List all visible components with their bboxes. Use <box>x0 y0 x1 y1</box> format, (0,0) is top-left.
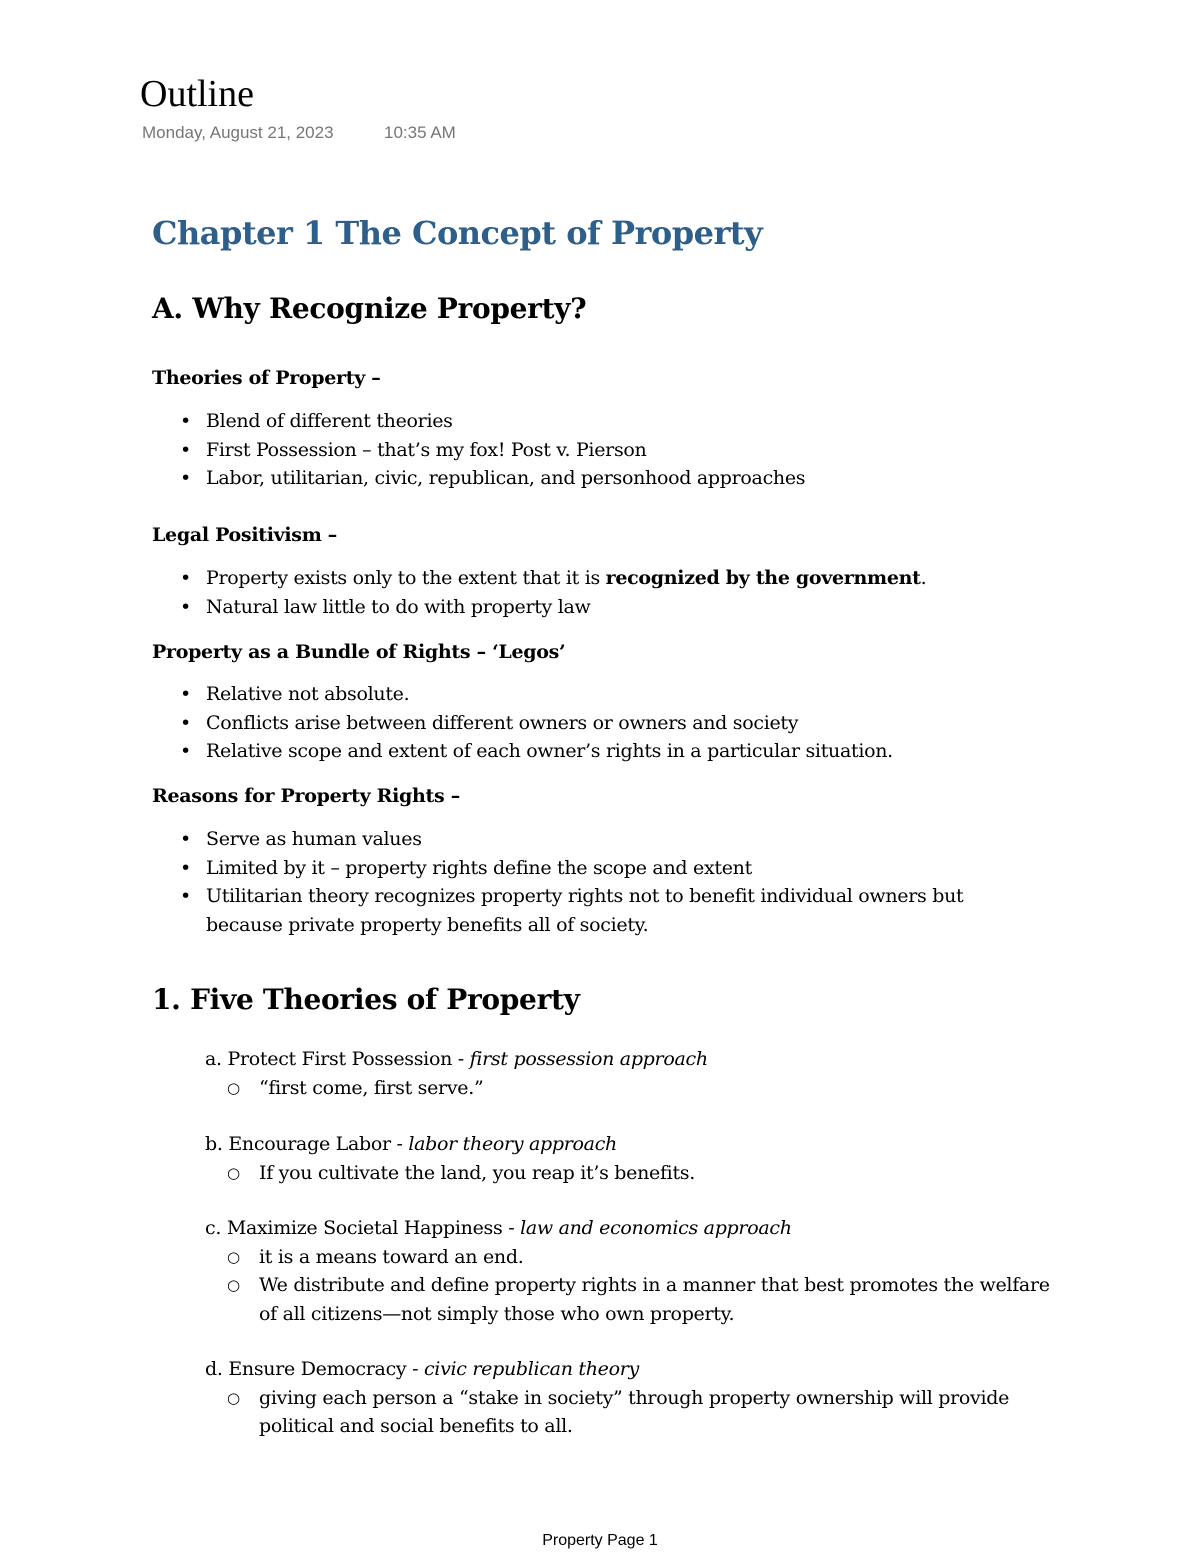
list-item: ○ If you cultivate the land, you reap it’s benefits. <box>205 1159 1055 1188</box>
positivism-label: Legal Positivism – <box>152 524 338 546</box>
page-date: Monday, August 21, 2023 <box>142 123 334 142</box>
theory-points <box>205 1243 1055 1329</box>
theory-approach: law and economics approach <box>520 1217 792 1239</box>
list-item: • Conflicts arise between different owners or owners and society <box>152 709 1032 738</box>
theory-approach: civic republican theory <box>423 1358 639 1380</box>
list-item: • Relative scope and extent of each owner’s rights in a particular situation. <box>152 737 1032 766</box>
positivism-list <box>152 564 1032 621</box>
theory-approach: labor theory approach <box>408 1133 617 1155</box>
theory-heading <box>205 1130 1055 1159</box>
section-1-heading: 1. Five Theories of Property <box>152 983 580 1016</box>
list-item: • Utilitarian theory recognizes property rights not to benefit individual owners but because private property benefits all of society. <box>152 882 1032 939</box>
theory-b <box>205 1130 1055 1187</box>
list-item: • Serve as human values <box>152 825 1032 854</box>
section-a-heading: A. Why Recognize Property? <box>152 292 587 325</box>
chapter-heading: Chapter 1 The Concept of Property <box>152 214 763 252</box>
list-item: • Labor, utilitarian, civic, republican, and personhood approaches <box>152 464 1032 493</box>
theory-heading <box>205 1045 1055 1074</box>
theories-list <box>152 407 1032 493</box>
theory-points <box>205 1074 1055 1103</box>
theory-d <box>205 1355 1055 1441</box>
theory-points <box>205 1159 1055 1188</box>
list-item: • First Possession – that’s my fox! Post v. Pierson <box>152 436 1032 465</box>
theory-label: d. Ensure Democracy - <box>205 1358 424 1380</box>
theory-heading <box>205 1214 1055 1243</box>
bundle-list <box>152 680 1032 766</box>
theory-c <box>205 1214 1055 1328</box>
bundle-label: Property as a Bundle of Rights – ‘Legos’ <box>152 641 566 663</box>
theory-points <box>205 1384 1055 1441</box>
emphasis-text: recognized by the government <box>605 567 921 589</box>
theory-a <box>205 1045 1055 1102</box>
reasons-list <box>152 825 1032 939</box>
list-item-text: Property exists only to the extent that it is <box>206 567 606 589</box>
list-item: ○ We distribute and define property rights in a manner that best promotes the welfare of all citizens—not simply those who own property. <box>205 1271 1055 1328</box>
list-item: • Blend of different theories <box>152 407 1032 436</box>
reasons-label: Reasons for Property Rights – <box>152 785 460 807</box>
theory-heading <box>205 1355 1055 1384</box>
list-item: • Limited by it – property rights define the scope and extent <box>152 854 1032 883</box>
list-item: ○ giving each person a “stake in society” through property ownership will provide political and social benefits to all. <box>205 1384 1055 1441</box>
list-item: • Relative not absolute. <box>152 680 1032 709</box>
theory-label: b. Encourage Labor - <box>205 1133 409 1155</box>
page-time: 10:35 AM <box>384 123 456 142</box>
theory-approach: first possession approach <box>469 1048 708 1070</box>
list-item-text: . <box>920 567 927 589</box>
theory-label: a. Protect First Possession - <box>205 1048 470 1070</box>
list-item: ○ “first come, first serve.” <box>205 1074 1055 1103</box>
theories-label: Theories of Property – <box>152 367 381 389</box>
list-item: • Natural law little to do with property law <box>152 593 1032 622</box>
page-title: Outline <box>140 73 254 115</box>
list-item <box>152 564 1032 593</box>
theory-label: c. Maximize Societal Happiness - <box>205 1217 521 1239</box>
list-item: ○ it is a means toward an end. <box>205 1243 1055 1272</box>
page-footer: Property Page 1 <box>542 1532 658 1549</box>
